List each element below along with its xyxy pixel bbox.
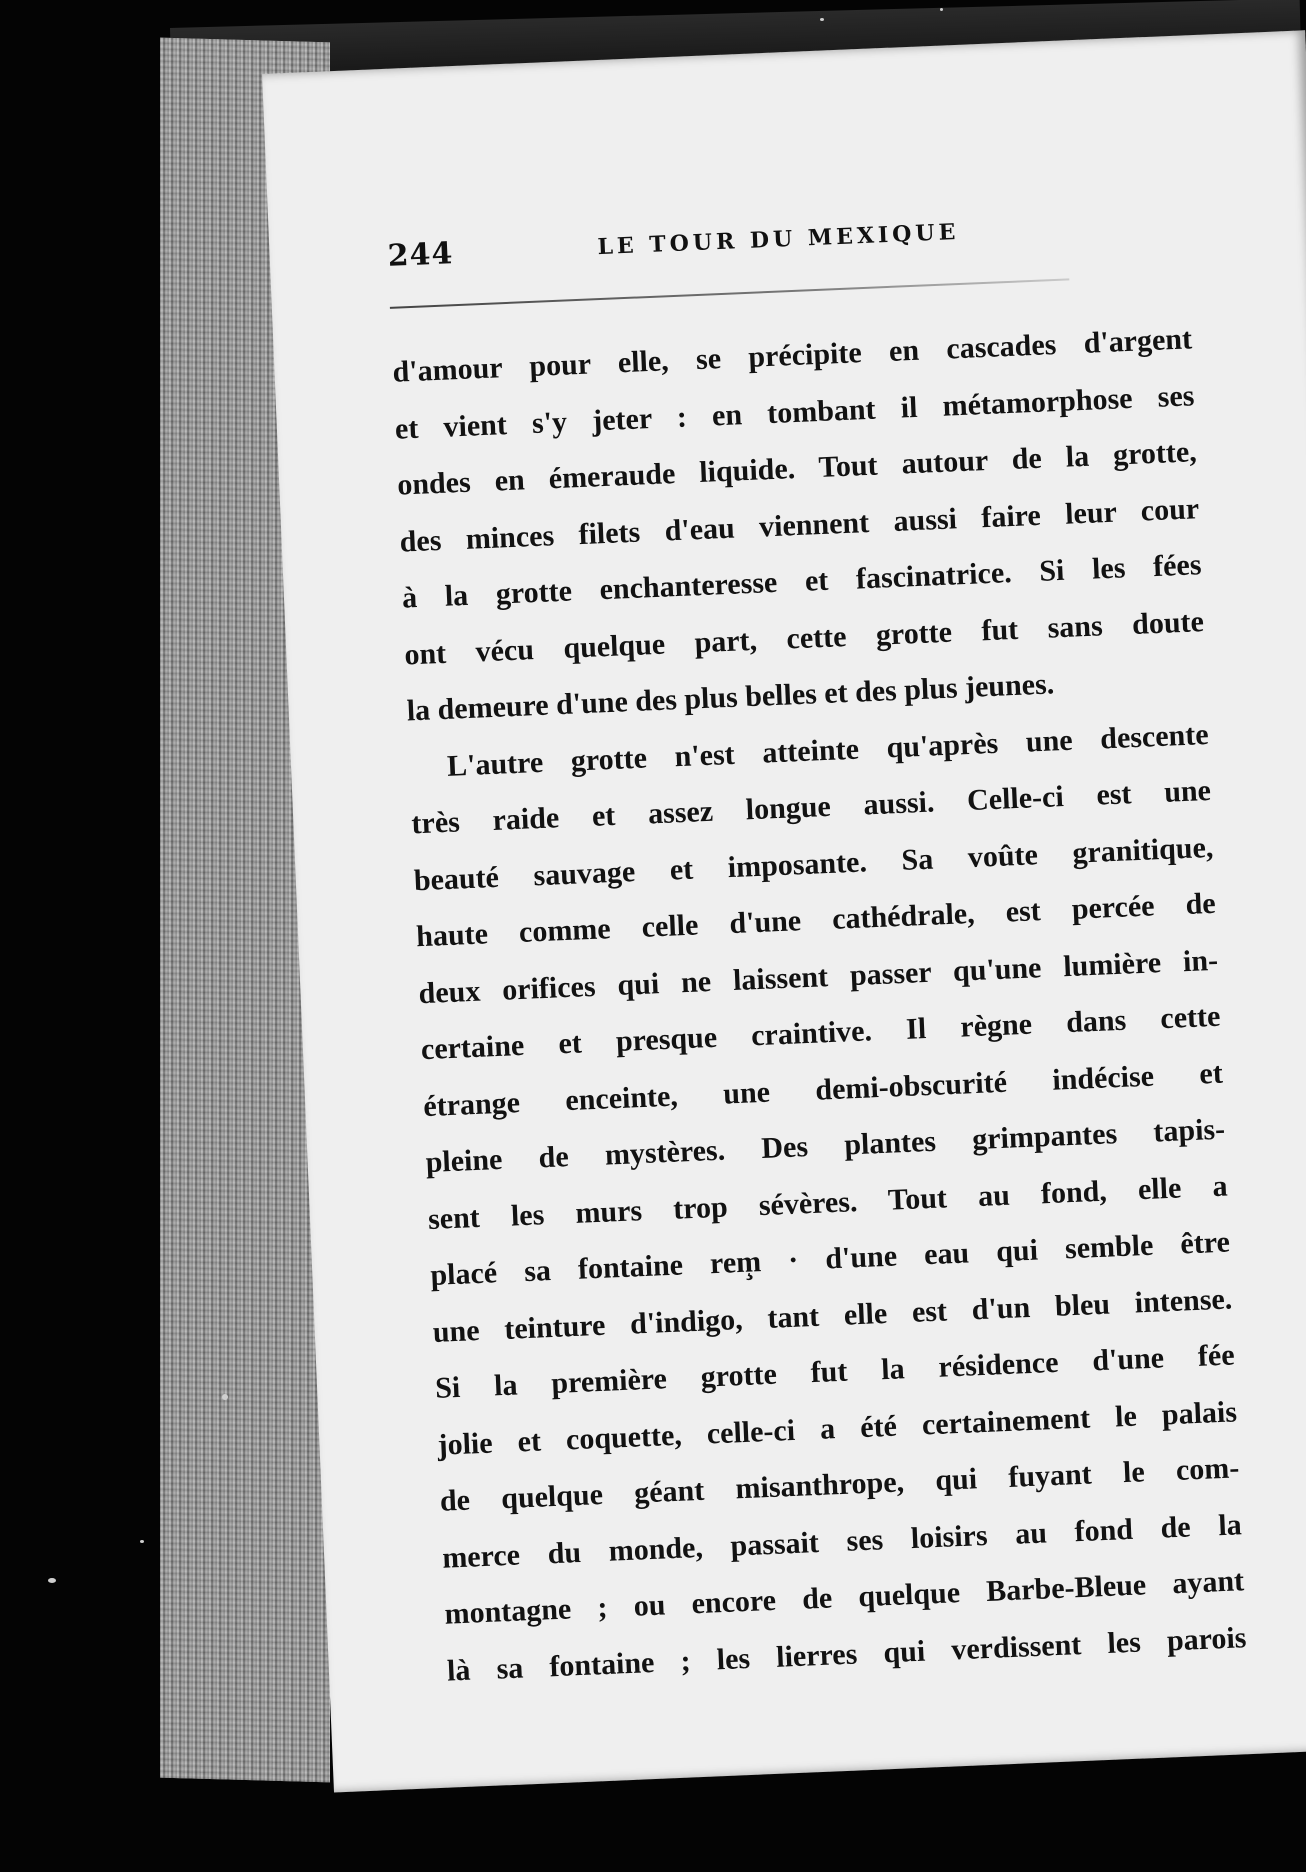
- page-number: 244: [387, 236, 455, 274]
- text-line: ondes en émeraude liquide. Tout autour de la grotte,: [396, 435, 1198, 502]
- dust-speck: [140, 1540, 144, 1543]
- dust-speck: [222, 1394, 228, 1400]
- text-line: sent les murs trop sévères. Tout au fond, elle a: [427, 1169, 1229, 1236]
- text-line: Si la première grotte fut la résidence d'une fée: [434, 1338, 1236, 1405]
- text-line: de quelque géant misanthrope, qui fuyant le com-: [439, 1451, 1240, 1518]
- text-line: la demeure d'une des plus belles et des plus jeunes.: [406, 667, 1055, 728]
- text-line: d'amour pour elle, se précipite en cascades d'argent: [391, 322, 1193, 389]
- text-line: à la grotte enchanteresse et fascinatrice. Si les fées: [401, 548, 1203, 615]
- text-line: deux orifices qui ne laissent passer qu'une lumière in-: [417, 943, 1219, 1010]
- text-line: beauté sauvage et imposante. Sa voûte granitique,: [413, 830, 1214, 897]
- dust-speck: [940, 8, 943, 11]
- text-line: placé sa fontaine rem̧ · d'une eau qui semble être: [429, 1225, 1231, 1292]
- text-line: une teinture d'indigo, tant elle est d'un bleu intense.: [432, 1281, 1233, 1349]
- text-line: certaine et presque craintive. Il règne dans cette: [420, 999, 1221, 1067]
- text-line: montagne ; ou encore de quelque Barbe-Bleue ayant: [443, 1564, 1245, 1631]
- text-line: L'autre grotte n'est atteinte qu'après une descente: [446, 717, 1210, 783]
- text-line: étrange enceinte, une demi-obscurité indécise et: [422, 1056, 1224, 1123]
- text-line: là sa fontaine ; les lierres qui verdissent les parois: [446, 1620, 1248, 1688]
- dust-speck: [48, 1578, 56, 1583]
- text-line: et vient s'y jeter : en tombant il métamorphose ses: [394, 378, 1195, 446]
- body-text: [391, 311, 1247, 1699]
- text-line: merce du monde, passait ses loisirs au fond de la: [441, 1507, 1243, 1575]
- running-head: [387, 205, 1189, 298]
- page-content: [387, 205, 1248, 1699]
- text-line: ont vécu quelque part, cette grotte fut sans doute: [403, 604, 1205, 672]
- book-page: [262, 30, 1306, 1792]
- running-title: LE TOUR DU MEXIQUE: [596, 218, 960, 261]
- text-line: haute comme celle d'une cathédrale, est percée de: [415, 886, 1217, 954]
- text-line: jolie et coquette, celle-ci a été certainement le palais: [436, 1394, 1238, 1462]
- dust-speck: [820, 18, 824, 21]
- text-line: très raide et assez longue aussi. Celle-ci est une: [410, 773, 1212, 841]
- text-line: des minces filets d'eau viennent aussi faire leur cour: [399, 491, 1200, 559]
- text-line: pleine de mystères. Des plantes grimpantes tapis-: [425, 1112, 1226, 1180]
